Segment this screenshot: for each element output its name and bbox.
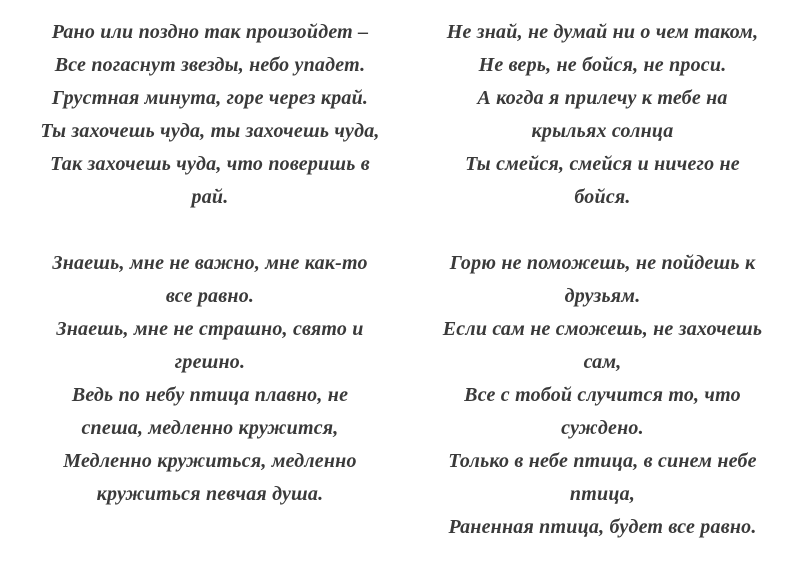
lyric-line: Только в небе птица, в синем небе xyxy=(448,450,757,472)
lyric-line: Так захочешь чуда, что поверишь в xyxy=(50,153,370,175)
lyric-line: птица, xyxy=(569,483,636,505)
lyric-line: крыльях солнца xyxy=(531,120,674,142)
lyric-line: рай. xyxy=(191,186,229,208)
lyric-line: все равно. xyxy=(165,285,255,307)
lyric-line: Если сам не сможешь, не захочешь xyxy=(442,318,763,340)
lyric-line: сам, xyxy=(583,351,622,373)
lyric-line: грешно. xyxy=(174,351,246,373)
lyric-line: Не знай, не думай ни о чем таком, xyxy=(446,21,759,43)
lyric-line: друзьям. xyxy=(564,285,641,307)
lyrics-column-right xyxy=(405,16,800,544)
lyric-line: Все с тобой случится то, что xyxy=(464,384,741,406)
lyric-line: кружиться певчая душа. xyxy=(96,483,324,505)
lyric-line: суждено. xyxy=(561,417,644,439)
stanza-right-2 xyxy=(405,247,800,544)
lyric-line: Медленно кружиться, медленно xyxy=(63,450,357,472)
lyric-line: Знаешь, мне не страшно, свято и xyxy=(56,318,364,340)
lyric-line: Знаешь, мне не важно, мне как-то xyxy=(52,252,368,274)
lyric-line: Ведь по небу птица плавно, не xyxy=(71,384,349,406)
lyric-line: бойся. xyxy=(574,186,631,208)
lyric-line: Ты захочешь чуда, ты захочешь чуда, xyxy=(40,120,380,142)
stanza-left-1 xyxy=(10,16,410,214)
lyric-line: Все погаснут звезды, небо упадет. xyxy=(54,54,366,76)
lyric-line: Горю не поможешь, не пойдешь к xyxy=(449,252,756,274)
stanza-right-1 xyxy=(405,16,800,214)
lyric-line: Ты смейся, смейся и ничего не xyxy=(465,153,740,175)
lyric-line: спеша, медленно кружится, xyxy=(81,417,339,439)
stanza-left-2 xyxy=(10,247,410,511)
lyric-line: Не верь, не бойся, не проси. xyxy=(478,54,727,76)
lyrics-column-left xyxy=(10,16,410,511)
lyric-line: Рано или поздно так произойдет – xyxy=(51,21,369,43)
lyric-line: А когда я прилечу к тебе на xyxy=(477,87,728,109)
lyric-line: Грустная минута, горе через край. xyxy=(51,87,369,109)
lyric-line: Раненная птица, будет все равно. xyxy=(448,516,757,538)
